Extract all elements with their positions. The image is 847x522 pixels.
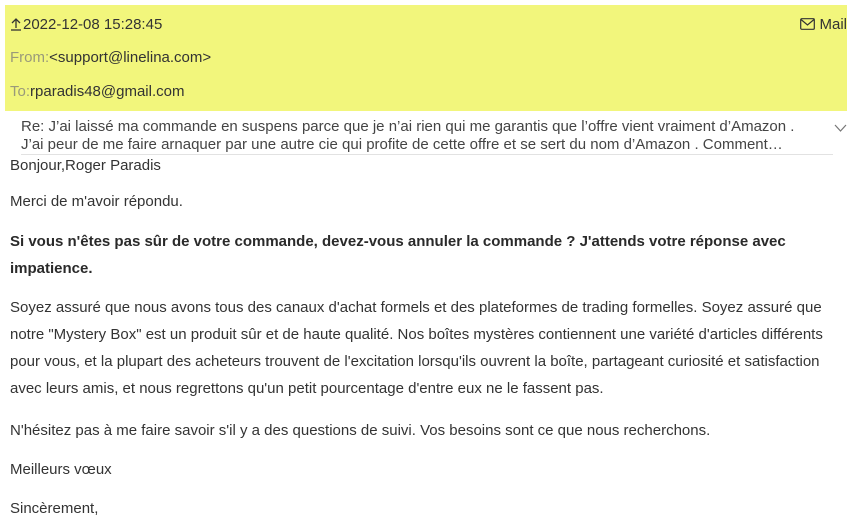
email-subject[interactable] <box>21 118 831 154</box>
closing: Sincèrement, <box>10 500 99 517</box>
email-timestamp: 2022-12-08 15:28:45 <box>23 16 163 33</box>
from-row <box>10 49 211 67</box>
body-paragraph-2: Si vous n'êtes pas sûr de votre commande, devez-vous annuler la commande ? J'attends votre réponse avec impatience. <box>10 233 786 277</box>
email-header <box>5 5 847 111</box>
subject-line-1: Re: J’ai laissé ma commande en suspens parce que je n’ai rien qui me garantis que l’offre vient vraiment d’Amazon . <box>21 118 795 135</box>
mail-label: Mail <box>819 16 847 33</box>
to-row <box>10 83 184 101</box>
sender-address[interactable]: <support@linelina.com> <box>49 49 212 66</box>
body-paragraph-4: N'hésitez pas à me faire savoir s'il y a des questions de suivi. Vos besoins sont ce que nous recherchons. <box>10 422 711 439</box>
envelope-icon <box>800 18 815 30</box>
body-paragraph-3: Soyez assuré que nous avons tous des canaux d'achat formels et des plateformes de trading formelles. Soyez assuré que notre "Mystery Box" est un produit sûr et de haute qualité. Nos boîtes mystères contiennent une variété d'articles différents pour vous, et la plupart des acheteurs trouvent de l'excitation lorsqu'ils ouvrent la boîte, partageant curiosité et satisfaction avec leurs amis, et nous regrettons qu'un petit pourcentage d'entre eux ne le fassent pas. <box>10 299 823 397</box>
timestamp-row <box>10 16 162 34</box>
upload-arrow-icon <box>10 17 22 31</box>
subject-line-2: J’ai peur de me faire arnaquer par une autre cie qui profite de cette offre et se sert du nom d’Amazon . Comment… <box>21 136 783 153</box>
sign-off: Meilleurs vœux <box>10 461 112 478</box>
chevron-down-icon[interactable] <box>834 123 847 133</box>
mail-button[interactable] <box>800 16 847 34</box>
greeting: Bonjour,Roger Paradis <box>10 157 161 174</box>
recipient-address[interactable]: rparadis48@gmail.com <box>30 83 185 100</box>
body-paragraph-1: Merci de m'avoir répondu. <box>10 193 183 210</box>
to-label: To: <box>10 83 31 100</box>
from-label: From: <box>10 49 50 66</box>
